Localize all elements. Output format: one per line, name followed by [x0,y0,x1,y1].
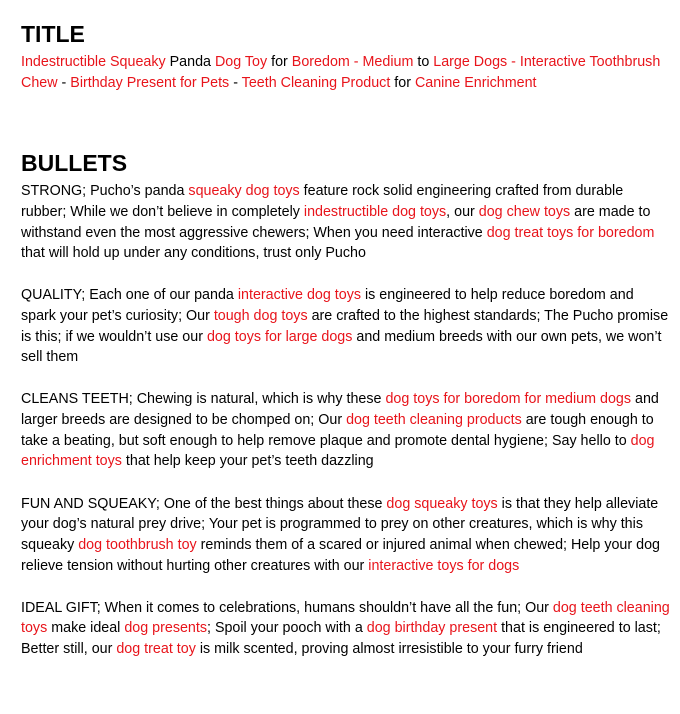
keyword-highlight: dog squeaky toys [386,495,498,512]
product-title [21,52,671,94]
text-segment: CLEANS TEETH; Chewing is natural, which is why these [21,390,386,407]
keyword-highlight: tough dog toys [213,307,308,324]
keyword-highlight: dog toys for boredom for medium dogs [385,390,632,407]
text-segment: is engineered to help reduce boredom and spark your pet’s curiosity; Our [21,286,634,324]
keyword-highlight: dog treat toy [116,641,196,658]
bullet-fun-and-squeaky [21,494,671,577]
keyword-highlight: Dog Toy [214,54,268,70]
text-segment: - [229,74,242,91]
text-segment: that help keep your pet’s teeth dazzling [121,453,374,470]
title-heading: TITLE [21,21,85,47]
text-segment: QUALITY; Each one of our panda [21,286,238,303]
keyword-highlight: dog birthday present [366,620,498,637]
text-segment: are made to withstand even the most aggressive chewers; When you need interactive [21,203,651,241]
text-segment: to [413,54,434,70]
text-segment: - [57,74,71,91]
bullet-list [21,181,671,681]
text-segment: is milk scented, proving almost irresistible to your furry friend [195,641,583,658]
keyword-highlight: Boredom - Medium [291,54,414,70]
text-segment: that will hold up under any conditions, trust only Pucho [21,245,366,262]
keyword-highlight: indestructible dog toys [303,203,447,220]
text-segment: for [267,54,292,70]
bullet-cleans-teeth [21,389,671,472]
text-segment: are crafted to the highest standards; The Pucho promise is this; if we wouldn’t use our [21,307,669,345]
keyword-highlight: interactive toys for dogs [368,558,520,575]
keyword-highlight: dog toys for large dogs [206,328,353,345]
keyword-highlight: squeaky dog toys [188,183,300,199]
keyword-highlight: Canine Enrichment [414,74,537,91]
keyword-highlight: dog teeth cleaning products [346,411,522,428]
keyword-highlight: dog teeth cleaning toys [21,599,670,637]
bullet-ideal-gift [21,598,671,660]
bullet-strong [21,181,671,264]
keyword-highlight: dog treat toys for boredom [486,224,655,241]
text-segment: feature rock solid engineering crafted from durable rubber; While we don’t believe in completely [21,183,624,220]
bullet-quality [21,285,671,368]
keyword-highlight: dog chew toys [478,203,571,220]
text-segment: and medium breeds with our own pets, we won’t sell them [21,328,662,366]
text-segment: are tough enough to take a beating, but soft enough to help remove plaque and promote dental hygiene; Say hello to [21,411,654,449]
bullets-heading: BULLETS [21,150,128,176]
text-segment: and larger breeds are designed to be chomped on; Our [21,390,659,428]
text-segment: IDEAL GIFT; When it comes to celebrations, humans shouldn’t have all the fun; Our [21,599,553,616]
text-segment: is that they help alleviate your dog’s natural prey drive; Your pet is programmed to prey on other creatures, which is why this squeaky [21,495,659,554]
text-segment: FUN AND SQUEAKY; One of the best things about these [21,495,387,512]
keyword-highlight: dog enrichment toys [21,432,655,470]
text-segment: make ideal [47,620,125,637]
keyword-highlight: Teeth Cleaning Product [241,74,391,91]
keyword-highlight: Indestructible Squeaky [21,54,166,70]
text-segment: reminds them of a scared or injured animal when chewed; Help your dog relieve tension without hurting other creatures with our [21,537,660,575]
text-segment: ; Spoil your pooch with a [207,620,367,637]
text-segment: , our [446,203,479,220]
keyword-highlight: dog presents [124,620,207,637]
text-segment: for [390,74,415,91]
keyword-highlight: Large Dogs - Interactive Toothbrush Chew [21,54,661,91]
keyword-highlight: interactive dog toys [237,286,362,303]
text-segment: Panda [165,54,215,70]
keyword-highlight: Birthday Present for Pets [70,74,230,91]
keyword-highlight: dog toothbrush toy [78,537,197,554]
text-segment: STRONG; Pucho’s panda [21,183,189,199]
text-segment: that is engineered to last; Better still, our [21,620,661,658]
